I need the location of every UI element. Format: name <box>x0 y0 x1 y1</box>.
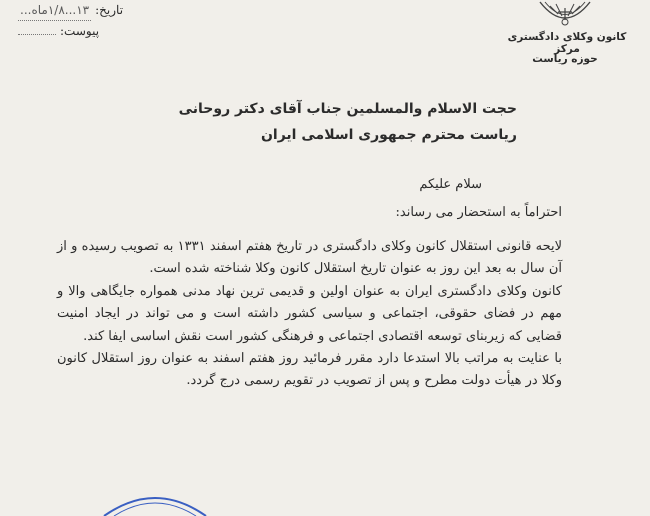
attachment-label: پیوست: <box>60 24 100 38</box>
letter-body <box>57 236 562 393</box>
organization-name: کانون وکلای دادگستری مرکز <box>507 31 627 55</box>
addressee-block <box>97 96 517 148</box>
addressee-line-2: ریاست محترم جمهوری اسلامی ایران <box>260 127 517 143</box>
department-name: حوزه ریاست <box>532 53 598 65</box>
paragraph-1: لایحه قانونی استقلال کانون وکلای دادگستری در تاریخ هفتم اسفند ۱۳۳۱ به تصویب رسیده و از آن سال به بعد این روز به عنوان تاریخ استقلال کانون وکلا شناخته شده است. <box>57 239 562 277</box>
paragraph-3: با عنایت به مراتب بالا استدعا دارد مقرر فرمائید روز هفتم اسفند به عنوان روز استقلال کانون وکلا در هیأت دولت مطرح و پس از تصویب در تقویم رسمی درج گردد. <box>57 351 562 389</box>
attachment-row <box>18 21 168 41</box>
attachment-blank <box>18 22 56 35</box>
blue-stamp-icon <box>100 486 210 516</box>
intro-line: احتراماً به استحضار می رساند: <box>395 205 562 220</box>
scales-emblem-icon <box>536 0 594 30</box>
greeting: سلام علیکم <box>419 177 482 192</box>
date-value: ۱۳...۱/۸ماه... <box>18 0 91 21</box>
letter-meta <box>18 0 168 41</box>
date-row <box>18 0 168 21</box>
addressee-line-1: حجت الاسلام والمسلمین جناب آقای دکتر روحانی <box>178 101 517 117</box>
paragraph-2: کانون وکلای دادگستری ایران به عنوان اولین و قدیمی ترین نهاد مدنی همواره جایگاهی والا و مهم در فضای حقوقی، اجتماعی و سیاسی کشور داشته است و می تواند در ایجاد امنیت قضایی که زیربنای توسعه اقتصادی اجتماعی و فرهنگی کشور است نقش اساسی ایفا کند. <box>57 283 562 344</box>
date-label: تاریخ: <box>95 3 124 17</box>
